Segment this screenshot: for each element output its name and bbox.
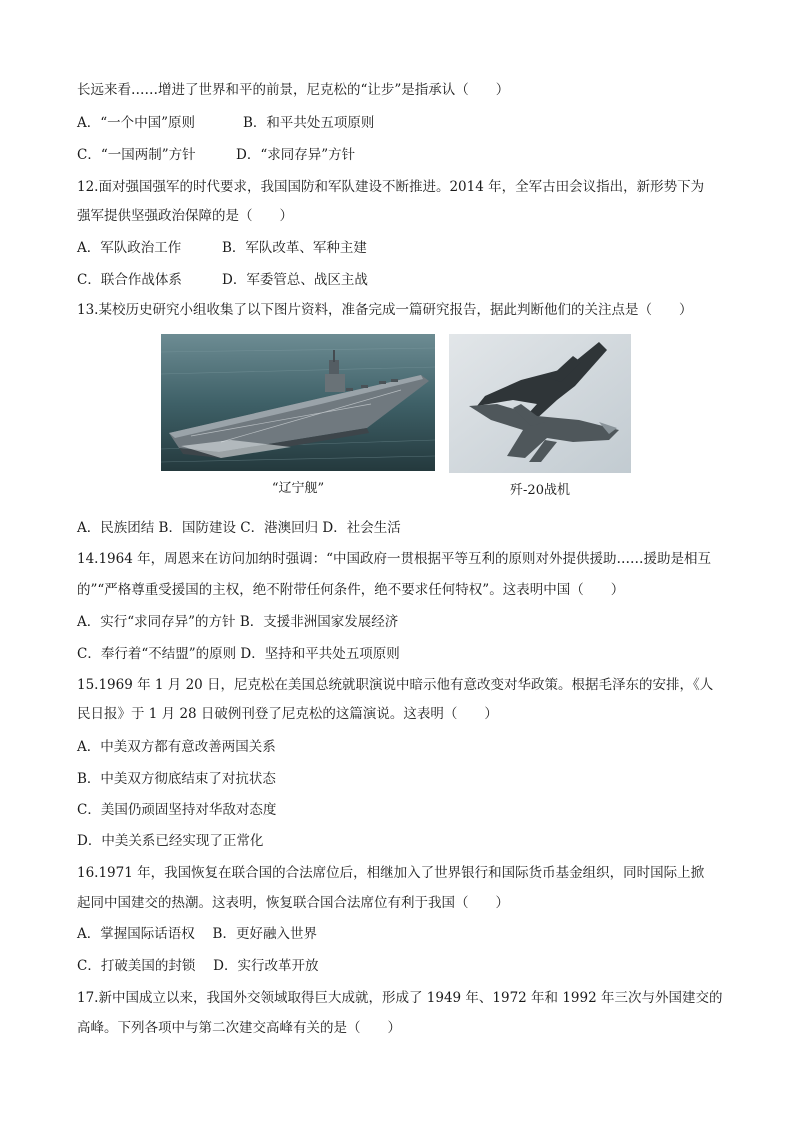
q11-option-a: A．“一个中国”原则 xyxy=(77,115,196,131)
q15-option-a: A．中美双方都有意改善两国关系 xyxy=(77,739,276,755)
q12-stem-line1: 12.面对强国强军的时代要求，我国国防和军队建设不断推进。2014 年，全军古田会议指出，新形势下为 xyxy=(77,179,705,195)
q16-options-cd: C．打破美国的封锁 D．实行改革开放 xyxy=(77,958,319,974)
q12-option-a: A．军队政治工作 xyxy=(77,240,182,256)
q16-stem-line1: 16.1971 年，我国恢复在联合国的合法席位后，相继加入了世界银行和国际货币基金组织，同时国际上掀 xyxy=(77,865,705,881)
q13-stem: 13.某校历史研究小组收集了以下图片资料，准备完成一篇研究报告，据此判断他们的关注点是（ ） xyxy=(77,302,693,318)
q16-options-ab: A．掌握国际话语权 B．更好融入世界 xyxy=(77,926,317,942)
q14-stem-line2: 的”“严格尊重受援国的主权，绝不附带任何条件，绝不要求任何特权”。这表明中国（ ） xyxy=(77,582,625,598)
q16-stem-line2: 起同中国建交的热潮。这表明，恢复联合国合法席位有利于我国（ ） xyxy=(77,895,509,911)
q17-stem-line1: 17.新中国成立以来，我国外交领域取得巨大成就，形成了 1949 年、1972 年和 1992 年三次与外国建交的 xyxy=(77,990,723,1006)
q11-option-c: C．“一国两制”方针 xyxy=(77,147,196,163)
q14-options-cd: C．奉行着“不结盟”的原则 D．坚持和平共处五项原则 xyxy=(77,646,400,662)
j20-fighter-photo xyxy=(449,334,631,473)
liaoning-carrier-photo xyxy=(161,334,435,471)
q12-option-c: C．联合作战体系 xyxy=(77,272,182,288)
caption-j20: 歼-20战机 xyxy=(510,483,570,498)
q15-option-d: D．中美关系已经实现了正常化 xyxy=(77,833,264,849)
q15-stem-line1: 15.1969 年 1 月 20 日，尼克松在美国总统就职演说中暗示他有意改变对华政策。根据毛泽东的安排，《人 xyxy=(77,677,714,693)
q12-option-b: B．军队改革、军种主建 xyxy=(222,240,367,256)
caption-liaoning: “辽宁舰” xyxy=(271,481,325,496)
q15-option-c: C．美国仍顽固坚持对华敌对态度 xyxy=(77,802,277,818)
q15-option-b: B．中美双方彻底结束了对抗状态 xyxy=(77,771,276,787)
q12-stem-line2: 强军提供坚强政治保障的是（ ） xyxy=(77,208,293,224)
q12-option-d: D．军委管总、战区主战 xyxy=(222,272,368,288)
q17-stem-line2: 高峰。下列各项中与第二次建交高峰有关的是（ ） xyxy=(77,1020,401,1036)
q11-option-d: D．“求同存异”方针 xyxy=(236,147,356,163)
q14-stem-line1: 14.1964 年，周恩来在访问加纳时强调：“中国政府一贯根据平等互利的原则对外提供援助……援助是相互 xyxy=(77,551,712,567)
q15-stem-line2: 民日报》于 1 月 28 日破例刊登了尼克松的这篇演说。这表明（ ） xyxy=(77,706,498,722)
q14-options-ab: A．实行“求同存异”的方针 B．支援非洲国家发展经济 xyxy=(77,614,399,630)
q13-options: A．民族团结 B．国防建设 C．港澳回归 D．社会生活 xyxy=(77,520,401,536)
q11-continuation: 长远来看……增进了世界和平的前景，尼克松的“让步”是指承认（ ） xyxy=(77,82,510,98)
q11-option-b: B．和平共处五项原则 xyxy=(243,115,375,131)
